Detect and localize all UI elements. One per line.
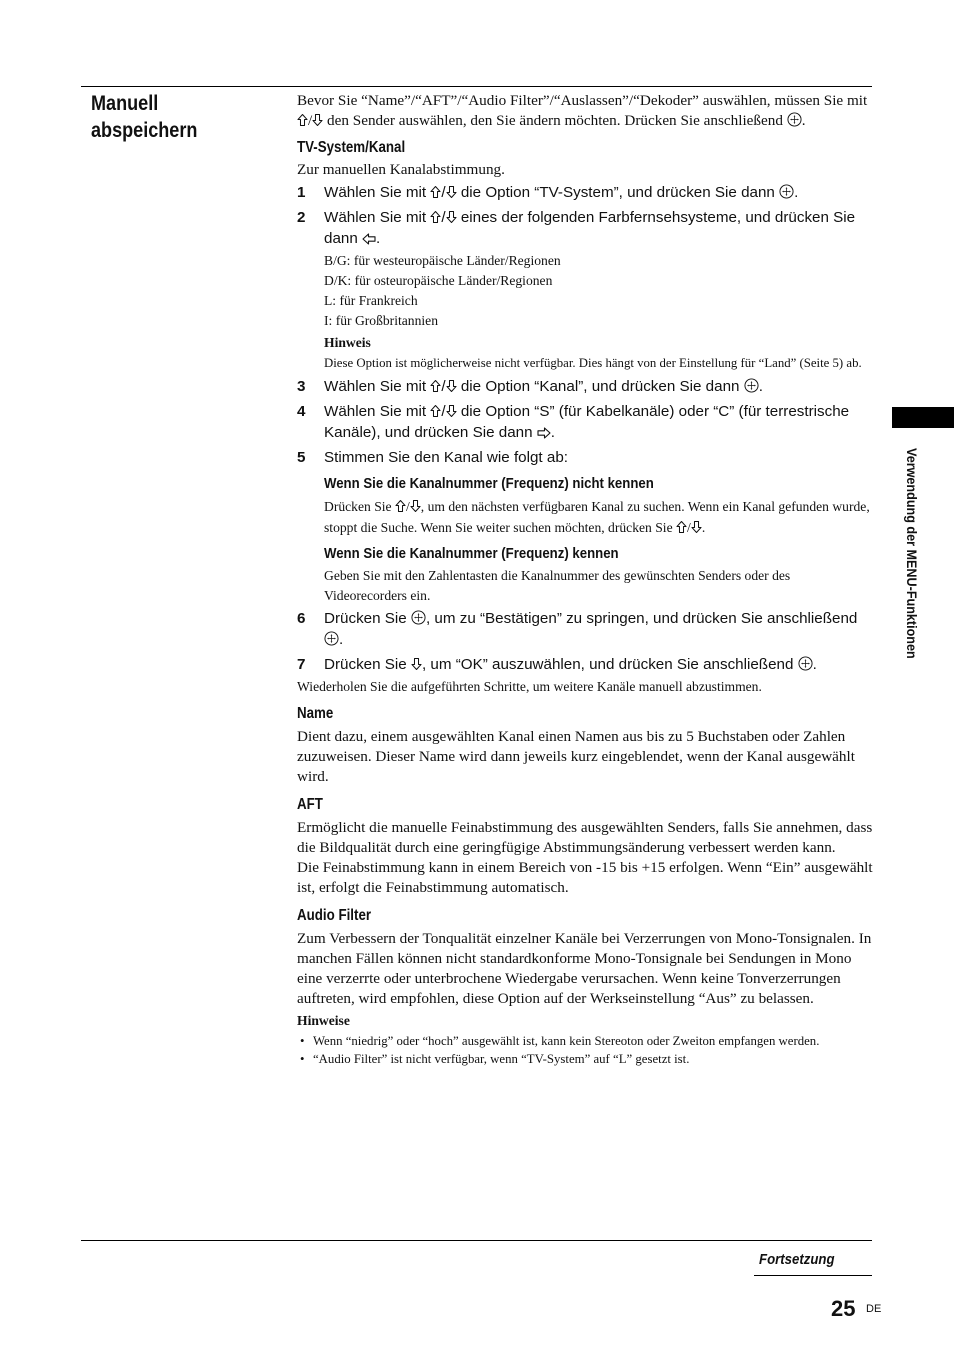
content-column (297, 91, 873, 1068)
section-title: Manuell abspeichern (91, 92, 198, 142)
side-tab-marker (892, 407, 954, 428)
continued-label: Fortsetzung (759, 1251, 835, 1268)
aft-text-2: Die Feinabstimmung kann in einem Bereich von -15 bis +15 erfolgen. Wenn “Ein” ausgewählt ist, erfolgt die Feinabstimmung automatisch. (297, 859, 873, 896)
step-4: 4 Wählen Sie mit / die Option “S” (für Kabelkanäle) oder “C” (für terrestrische Kanäle), und drücken Sie dann . (297, 403, 850, 441)
top-rule (81, 86, 872, 87)
down-arrow-icon (312, 113, 323, 127)
repeat-note: Wiederholen Sie die aufgeführten Schritte, um weitere Kanäle manuell abzustimmen. (297, 679, 762, 694)
enter-button-icon (787, 112, 802, 127)
step-5-details (297, 474, 873, 606)
unknown-channel-text: Drücken Sie / , um den nächsten verfügbaren Kanal zu suchen. Wenn ein Kanal gefunden wurde, stoppt die Suche. Wenn Sie weiter suchen möchten, drücken Sie / . (324, 499, 870, 535)
bullet-icon: • (300, 1034, 305, 1048)
aft-heading: AFT (297, 796, 323, 813)
step-5: 5 Stimmen Sie den Kanal wie folgt ab: (297, 449, 568, 466)
system-item: D/K: für osteuropäische Länder/Regionen (324, 273, 553, 288)
down-arrow-icon (446, 210, 457, 224)
note-text: Diese Option ist möglicherweise nicht verfügbar. Dies hängt von der Einstellung für “Land” (Seite 5) ab. (324, 356, 862, 370)
aft-text-1: Ermöglicht die manuelle Feinabstimmung des ausgewählten Senders, falls Sie annehmen, dass die Bildqualität durch eine geringfügige Abstimmungsänderung verbessert werden kann. (297, 819, 873, 856)
down-arrow-icon (446, 185, 457, 199)
bottom-rule (81, 1240, 872, 1241)
tv-system-heading-wrap (297, 138, 873, 158)
step-number: 1 (297, 184, 306, 201)
step-1: 1 Wählen Sie mit / die Option “TV-System”, und drücken Sie dann . (297, 184, 799, 201)
step-6: 6 Drücken Sie , um zu “Bestätigen” zu springen, und drücken Sie anschließend . (297, 610, 858, 648)
note-heading: Hinweis (324, 335, 371, 350)
enter-button-icon (779, 184, 794, 199)
step-number: 3 (297, 378, 306, 395)
left-arrow-icon (362, 233, 376, 245)
note-item: • “Audio Filter” ist nicht verfügbar, wenn “TV-System” auf “L” gesetzt ist. (300, 1052, 690, 1066)
enter-button-icon (744, 378, 759, 393)
up-arrow-icon (395, 499, 406, 513)
notes-heading: Hinweise (297, 1013, 350, 1028)
up-arrow-icon (430, 210, 441, 224)
down-arrow-icon (691, 520, 702, 534)
chapter-side-label: Verwendung der MENU-Funktionen (904, 448, 920, 659)
step-2: 2 Wählen Sie mit / eines der folgenden Farbfernsehsysteme, und drücken Sie dann . (297, 209, 856, 247)
up-arrow-icon (676, 520, 687, 534)
intro-paragraph: Bevor Sie “Name”/“AFT”/“Audio Filter”/“Auslassen”/“Dekoder” auswählen, müssen Sie mit / den Sender auswählen, den Sie ändern möchten. Drücken Sie anschließend . (297, 92, 868, 129)
system-item: I: für Großbritannien (324, 313, 439, 328)
page-language-code: DE (866, 1303, 882, 1315)
system-item: B/G: für westeuropäische Länder/Regionen (324, 253, 561, 268)
down-arrow-icon (411, 657, 422, 671)
step-number: 5 (297, 449, 306, 466)
step-number: 6 (297, 610, 306, 627)
down-arrow-icon (446, 379, 457, 393)
up-arrow-icon (430, 404, 441, 418)
step-3: 3 Wählen Sie mit / die Option “Kanal”, und drücken Sie dann . (297, 378, 763, 395)
system-item: L: für Frankreich (324, 293, 418, 308)
right-arrow-icon (537, 427, 551, 439)
enter-button-icon (798, 656, 813, 671)
system-list (297, 251, 873, 374)
unknown-channel-heading: Wenn Sie die Kanalnummer (Frequenz) nicht kennen (324, 475, 654, 492)
note-item: • Wenn “niedrig” oder “hoch” ausgewählt ist, kann kein Stereoton oder Zweiton empfangen werden. (300, 1034, 820, 1048)
continued-rule (754, 1275, 872, 1276)
step-number: 7 (297, 656, 306, 673)
up-arrow-icon (430, 185, 441, 199)
step-number: 2 (297, 209, 306, 226)
tv-system-heading: TV-System/Kanal (297, 139, 406, 156)
bullet-icon: • (300, 1052, 305, 1066)
page-number: 25 (831, 1296, 856, 1321)
name-text: Dient dazu, einem ausgewählten Kanal einen Namen aus bis zu 5 Buchstaben oder Zahlen zuzuweisen. Dieser Name wird dann jeweils kurz eingeblendet, wenn der Kanal ausgewählt wird. (297, 728, 855, 785)
down-arrow-icon (446, 404, 457, 418)
step-7: 7 Drücken Sie , um “OK” auszuwählen, und drücken Sie anschließend . (297, 656, 817, 673)
enter-button-icon (411, 610, 426, 625)
tv-system-intro: Zur manuellen Kanalabstimmung. (297, 161, 505, 178)
known-channel-heading: Wenn Sie die Kanalnummer (Frequenz) kennen (324, 545, 619, 562)
known-channel-text: Geben Sie mit den Zahlentasten die Kanalnummer des gewünschten Senders oder des Videorecorders ein. (324, 568, 791, 603)
up-arrow-icon (430, 379, 441, 393)
step-number: 4 (297, 403, 306, 420)
down-arrow-icon (410, 499, 421, 513)
up-arrow-icon (297, 113, 308, 127)
audio-filter-heading: Audio Filter (297, 907, 372, 924)
enter-button-icon (324, 631, 339, 646)
audio-filter-text: Zum Verbessern der Tonqualität einzelner Kanäle bei Verzerrungen von Mono-Tonsignalen. In manchen Fällen können nicht standardkonforme Mono-Tonsignale bei Sendungen in Mono eine verzerrte oder unterbrochene Wiedergabe verursachen. Wenn keine Tonverzerrungen auftreten, wird empfohlen, diese Option auf der Werkseinstellung “Aus” zu belassen. (297, 930, 872, 1007)
name-heading: Name (297, 705, 334, 722)
